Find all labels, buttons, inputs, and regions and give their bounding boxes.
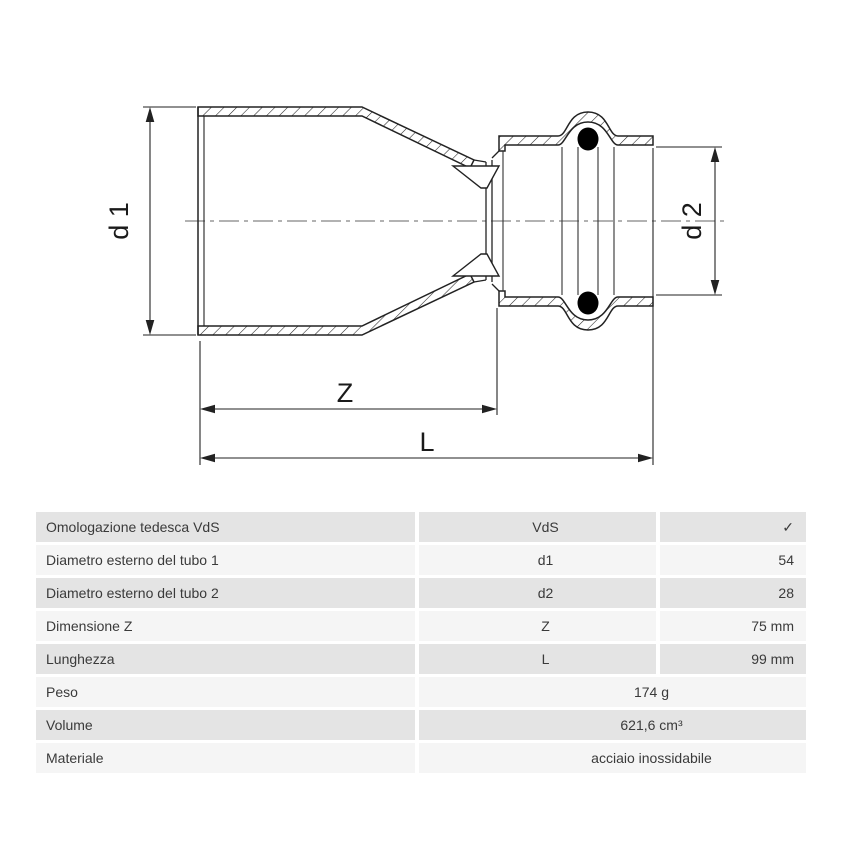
spec-symbol: d1 bbox=[419, 545, 656, 575]
check-icon: ✓ bbox=[660, 512, 806, 542]
spec-symbol: L bbox=[419, 644, 656, 674]
spec-value: 54 bbox=[660, 545, 806, 575]
spec-value: 28 bbox=[660, 578, 806, 608]
spec-label: Materiale bbox=[36, 743, 415, 773]
dimension-d1 bbox=[104, 107, 196, 335]
spec-value: acciaio inossidabile bbox=[419, 743, 806, 773]
label-d2: d 2 bbox=[677, 202, 707, 240]
spec-value: 75 mm bbox=[660, 611, 806, 641]
label-z: Z bbox=[336, 378, 354, 408]
spec-label: Lunghezza bbox=[36, 644, 415, 674]
spec-symbol: VdS bbox=[419, 512, 656, 542]
table-row bbox=[36, 677, 806, 707]
spec-label: Diametro esterno del tubo 1 bbox=[36, 545, 415, 575]
table-row bbox=[36, 710, 806, 740]
spec-value: 99 mm bbox=[660, 644, 806, 674]
spec-label: Diametro esterno del tubo 2 bbox=[36, 578, 415, 608]
label-l: L bbox=[419, 427, 435, 457]
spec-symbol: Z bbox=[419, 611, 656, 641]
spec-value: 621,6 cm³ bbox=[419, 710, 806, 740]
specifications-table bbox=[36, 512, 806, 776]
table-row bbox=[36, 611, 806, 641]
spec-label: Omologazione tedesca VdS bbox=[36, 512, 415, 542]
table-row bbox=[36, 644, 806, 674]
spec-label: Peso bbox=[36, 677, 415, 707]
table-row bbox=[36, 743, 806, 773]
table-row bbox=[36, 512, 806, 542]
table-row bbox=[36, 578, 806, 608]
spec-symbol: d2 bbox=[419, 578, 656, 608]
spec-value: 174 g bbox=[419, 677, 806, 707]
label-d1: d 1 bbox=[104, 202, 134, 240]
spec-label: Volume bbox=[36, 710, 415, 740]
table-row bbox=[36, 545, 806, 575]
spec-label: Dimensione Z bbox=[36, 611, 415, 641]
